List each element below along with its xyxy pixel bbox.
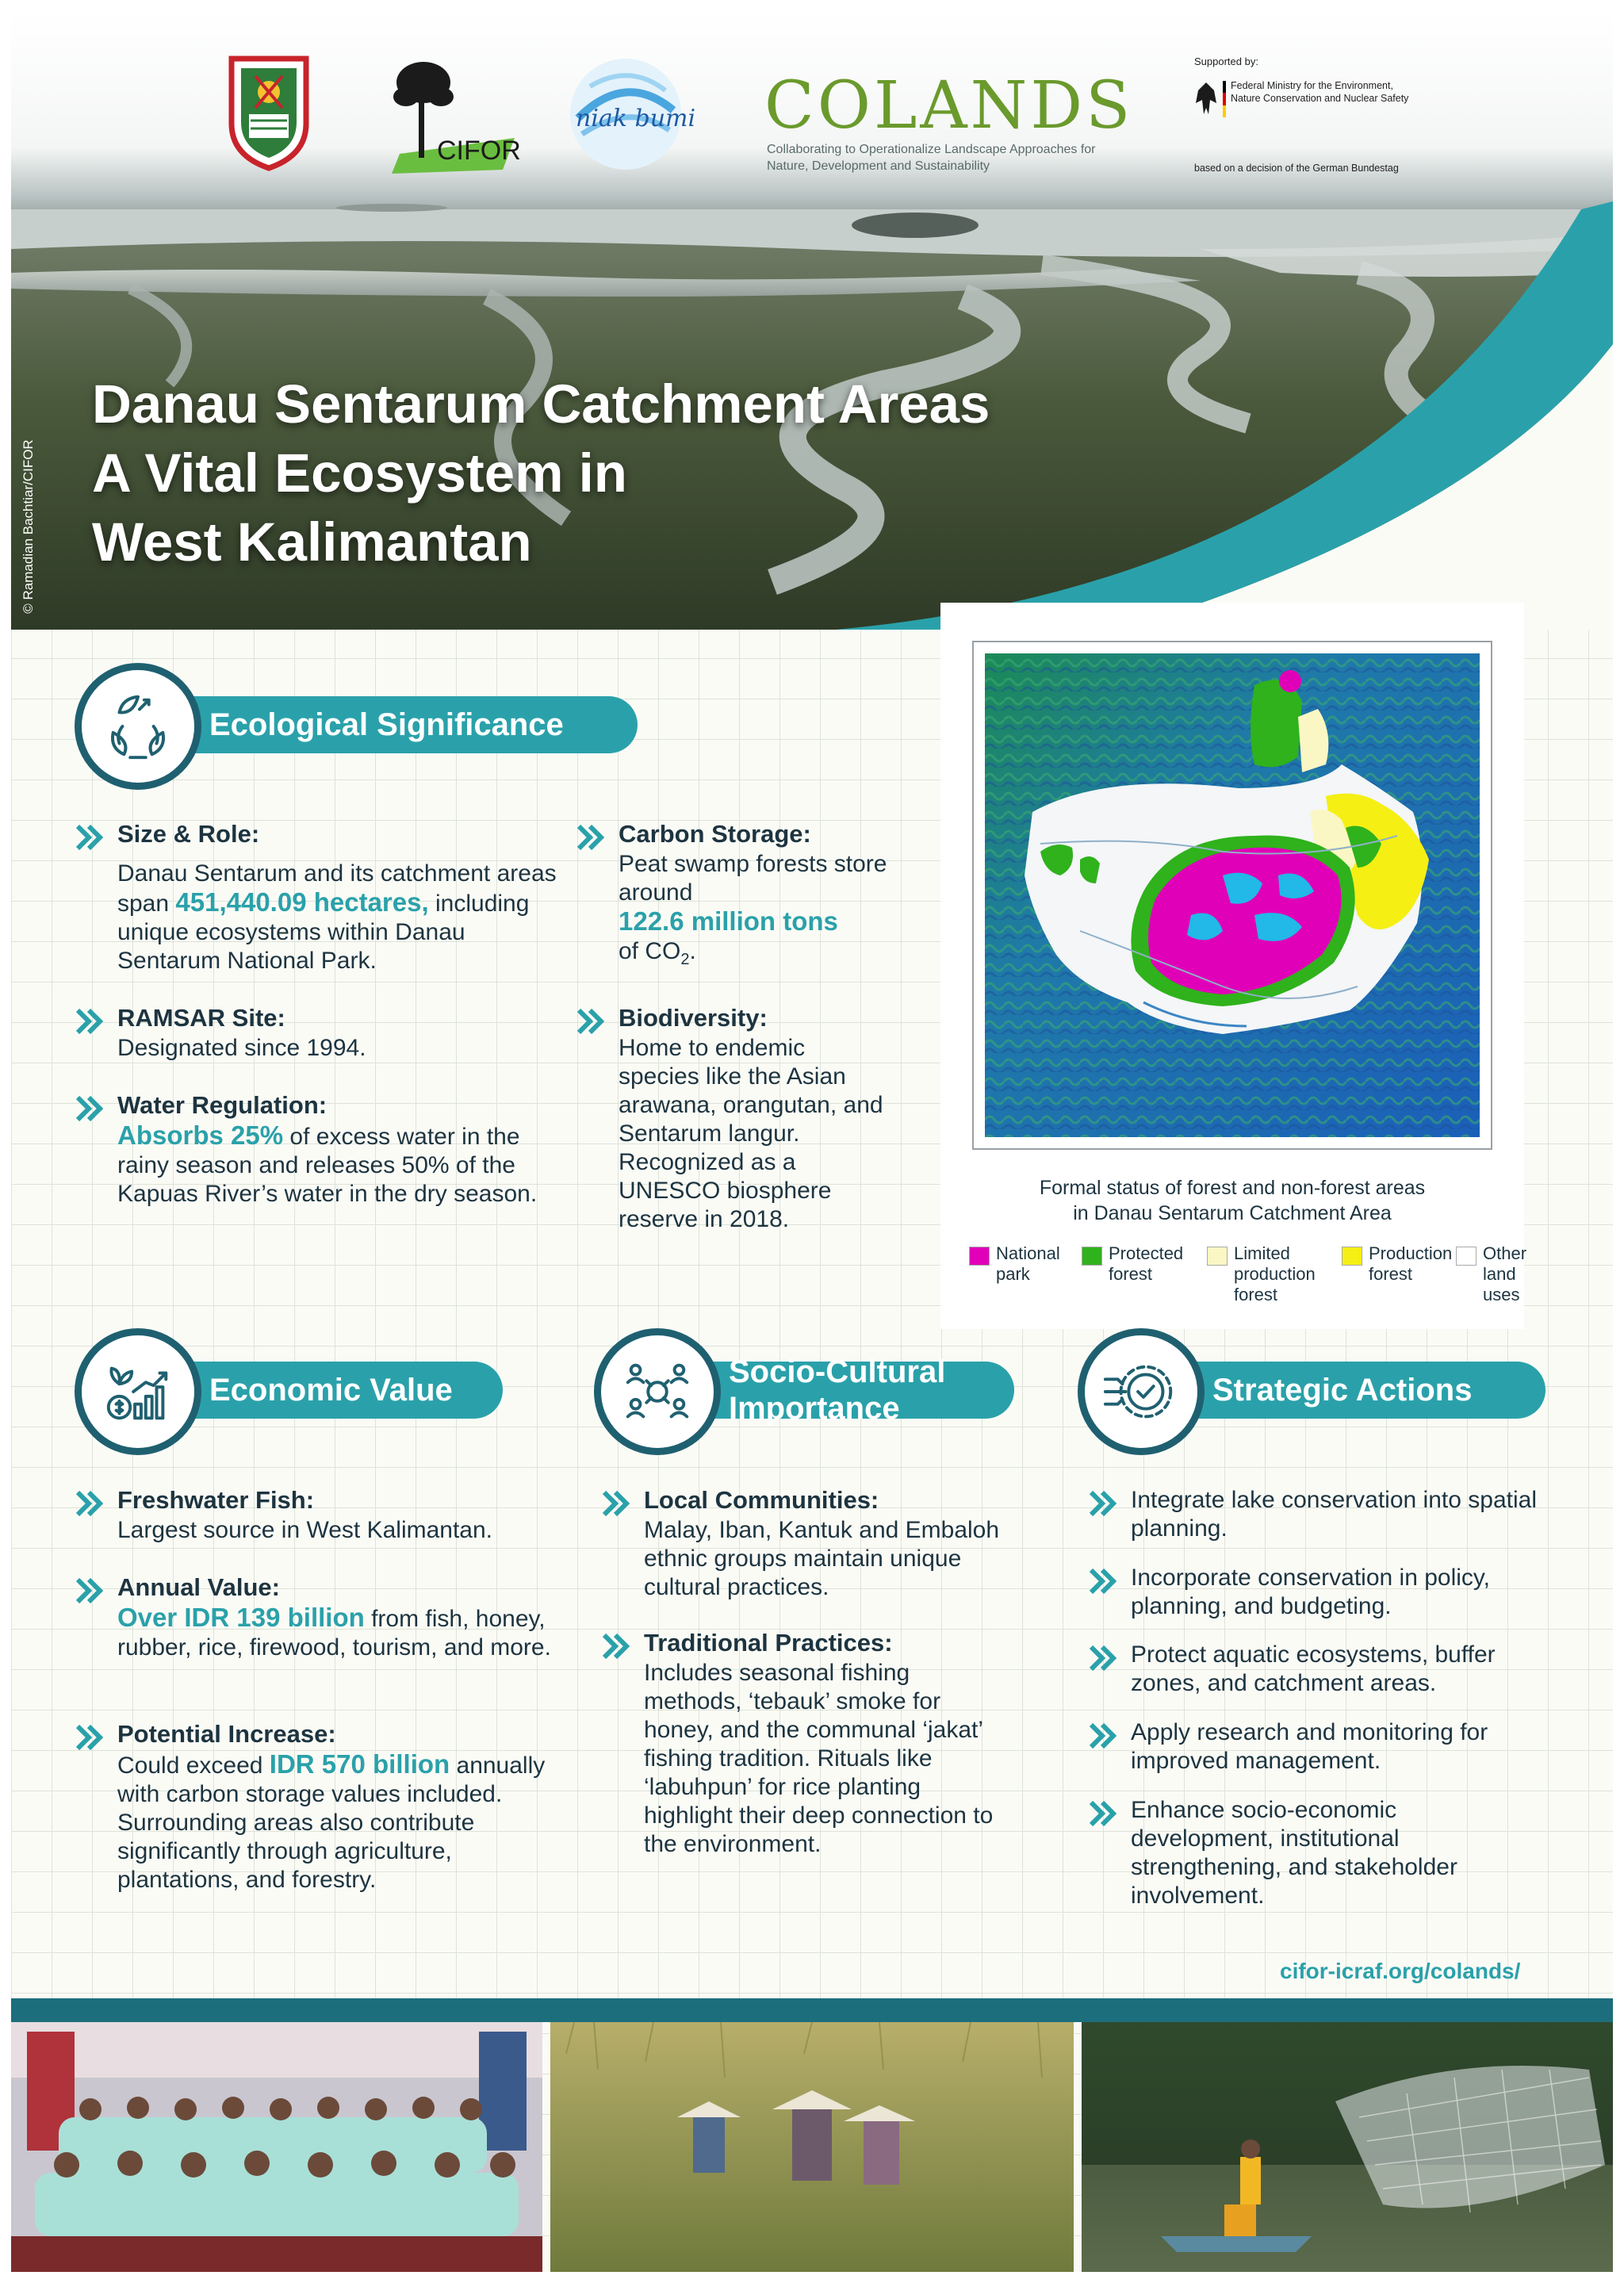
website-link[interactable]: cifor-icraf.org/colands/ <box>1280 1959 1521 1983</box>
item-body: Integrate lake conservation into spatial planning. <box>1131 1487 1537 1542</box>
chevron-bullet-icon <box>1090 1645 1116 1671</box>
legend-label: Protected forest <box>1109 1243 1184 1284</box>
map-frame <box>972 641 1492 1150</box>
legend-swatch <box>969 1247 990 1266</box>
map-legend <box>969 1243 1527 1323</box>
chevron-bullet-icon <box>577 825 604 850</box>
text: annually with carbon storage values included. Surrounding areas also contribute significantly through agriculture, plantations, and forestry. <box>117 1752 546 1893</box>
legend-swatch <box>1207 1247 1228 1266</box>
item-title: Freshwater Fish: <box>117 1486 315 1514</box>
legend-label: Limited production forest <box>1234 1243 1316 1304</box>
item-body: Malay, Iban, Kantuk and Embaloh ethnic groups maintain unique cultural practices. <box>644 1517 1000 1600</box>
bmu-logo <box>1194 56 1424 174</box>
text: of excess water in the rainy season and releases 50% of the Kapuas River’s water in the dry season. <box>117 1124 538 1207</box>
chevron-bullet-icon <box>76 1725 103 1750</box>
text: from fish, honey, rubber, rice, firewood, tourism, and more. <box>117 1606 551 1661</box>
text: . <box>689 938 696 964</box>
item-title: RAMSAR Site: <box>117 1004 285 1032</box>
legend-label: Production forest <box>1369 1243 1453 1284</box>
hero-section <box>11 11 1613 630</box>
footer-photo-strip <box>11 2022 1613 2272</box>
chevron-bullet-icon <box>603 1491 630 1516</box>
text: Peat swamp forests store around <box>619 851 887 906</box>
footer-band <box>11 1998 1613 2022</box>
item-title: Size & Role: <box>117 820 260 848</box>
caption-line: Formal status of forest and non-forest areas <box>1039 1177 1426 1199</box>
section-title: Economic Value <box>138 1362 503 1419</box>
chevron-bullet-icon <box>603 1634 630 1659</box>
bmu-decision-label: based on a decision of the German Bundestag <box>1194 163 1399 174</box>
item-title: Local Communities: <box>644 1486 879 1514</box>
section-icon-circle <box>75 1328 201 1455</box>
niak-bumi-label: niak bumi <box>576 105 696 132</box>
section-header-economic <box>75 1328 534 1455</box>
item-body: Largest source in West Kalimantan. <box>117 1517 493 1543</box>
chevron-bullet-icon <box>76 1009 103 1034</box>
catchment-map-image <box>985 653 1480 1137</box>
item-title: Carbon Storage: <box>619 820 811 848</box>
text: Danau Sentarum and its catchment areas span <box>117 860 557 917</box>
item-body <box>117 1750 568 1894</box>
item-body <box>117 1603 552 1662</box>
title-line: Danau Sentarum Catchment Areas <box>92 373 990 435</box>
chevron-bullet-icon <box>76 1491 103 1516</box>
item-body: Protect aquatic ecosystems, buffer zones, and catchment areas. <box>1131 1641 1496 1696</box>
item-title: Water Regulation: <box>117 1091 327 1119</box>
item-title: Traditional Practices: <box>644 1629 893 1657</box>
section-header-ecological <box>75 663 645 790</box>
section-header-strategic-actions <box>1078 1328 1553 1455</box>
section-title: Ecological Significance <box>138 696 638 753</box>
item-body <box>619 850 888 974</box>
text: of CO <box>619 938 681 964</box>
chevron-bullet-icon <box>1090 1569 1116 1594</box>
logo-bar <box>11 11 1613 193</box>
section-title-line: Importance <box>729 1391 900 1426</box>
highlight-value: Absorbs 25% <box>117 1120 284 1150</box>
title-line: A Vital Ecosystem in <box>92 442 627 504</box>
target-process-icon <box>1102 1353 1180 1431</box>
fisherman-net-photo <box>1082 2022 1613 2272</box>
colands-logo <box>764 68 1134 173</box>
legend-swatch <box>1456 1247 1477 1266</box>
farmers-field-photo <box>550 2022 1074 2272</box>
bmu-supported-label: Supported by: <box>1194 56 1258 67</box>
chevron-bullet-icon <box>1090 1801 1116 1826</box>
colands-subtitle: Collaborating to Operationalize Landscape Approaches for Nature, Development and Sustainability <box>767 143 1096 173</box>
item-body: Enhance socio-economic development, institutional strengthening, and stakeholder involvement. <box>1131 1797 1457 1909</box>
item-body: Includes seasonal fishing methods, ‘tebauk’ smoke for honey, and the communal ‘jakat’ fishing tradition. Rituals like ‘labuhpun’ for rice planting highlight their deep connection to the environment. <box>644 1660 994 1857</box>
item-body: Home to endemic species like the Asian arawana, orangutan, and Sentarum langur. Recognized as a UNESCO biosphere reserve in 2018. <box>619 1035 883 1232</box>
section-icon-circle <box>594 1328 721 1455</box>
community-network-icon <box>619 1353 696 1431</box>
legend-label: National park <box>996 1243 1060 1284</box>
chevron-bullet-icon <box>76 825 103 850</box>
bmu-ministry-label: Federal Ministry for the Environment, Nature Conservation and Nuclear Safety <box>1231 80 1409 104</box>
federal-eagle-icon <box>1194 79 1218 119</box>
money-growth-icon <box>99 1353 177 1431</box>
highlight-value: 122.6 million tons <box>619 906 838 936</box>
chevron-bullet-icon <box>76 1578 103 1603</box>
text: including unique ecosystems within Danau Sentarum National Park. <box>117 891 530 974</box>
chevron-bullet-icon <box>76 1096 103 1121</box>
legend-swatch <box>1342 1247 1362 1266</box>
photo-credit: © Ramadian Bachtiar/CIFOR <box>21 439 36 614</box>
legend-label: Other land uses <box>1483 1243 1527 1304</box>
highlight-value: 451,440.09 hectares, <box>175 887 429 917</box>
item-body <box>117 860 568 975</box>
item-body <box>117 1121 552 1209</box>
item-title: Annual Value: <box>117 1573 280 1601</box>
highlight-value: Over IDR 139 billion <box>117 1603 365 1632</box>
chevron-bullet-icon <box>1090 1491 1116 1516</box>
section-icon-circle <box>75 663 201 790</box>
leaf-cycle-icon <box>99 688 177 765</box>
highlight-value: IDR 570 billion <box>269 1749 450 1779</box>
section-header-socio-cultural <box>594 1328 1022 1455</box>
poster <box>11 11 1613 2272</box>
item-title: Potential Increase: <box>117 1720 336 1748</box>
section-title: Strategic Actions <box>1141 1362 1545 1419</box>
item-body: Incorporate conservation in policy, planning, and budgeting. <box>1131 1565 1491 1619</box>
page-title <box>92 370 1250 576</box>
german-flag-bar-icon <box>1223 81 1226 117</box>
group-photo <box>11 2022 542 2272</box>
cifor-label: CIFOR <box>437 136 521 166</box>
chevron-bullet-icon <box>577 1009 604 1034</box>
section-icon-circle <box>1078 1328 1205 1455</box>
caption-line: in Danau Sentarum Catchment Area <box>1073 1202 1392 1224</box>
item-body: Designated since 1994. <box>117 1035 366 1061</box>
legend-swatch <box>1082 1247 1102 1266</box>
forest-status-map-card <box>940 603 1527 1329</box>
text: Could exceed <box>117 1752 270 1779</box>
colands-name: COLANDS <box>764 68 1134 144</box>
kapuas-hulu-emblem-icon <box>225 52 312 171</box>
chevron-bullet-icon <box>1090 1723 1116 1749</box>
section-title-line: Socio-Cultural <box>729 1354 946 1389</box>
map-caption <box>940 1175 1524 1226</box>
subscript: 2 <box>680 951 690 968</box>
item-body: Apply research and monitoring for improved management. <box>1131 1719 1488 1774</box>
title-line: West Kalimantan <box>92 511 532 573</box>
item-title: Biodiversity: <box>619 1004 768 1032</box>
